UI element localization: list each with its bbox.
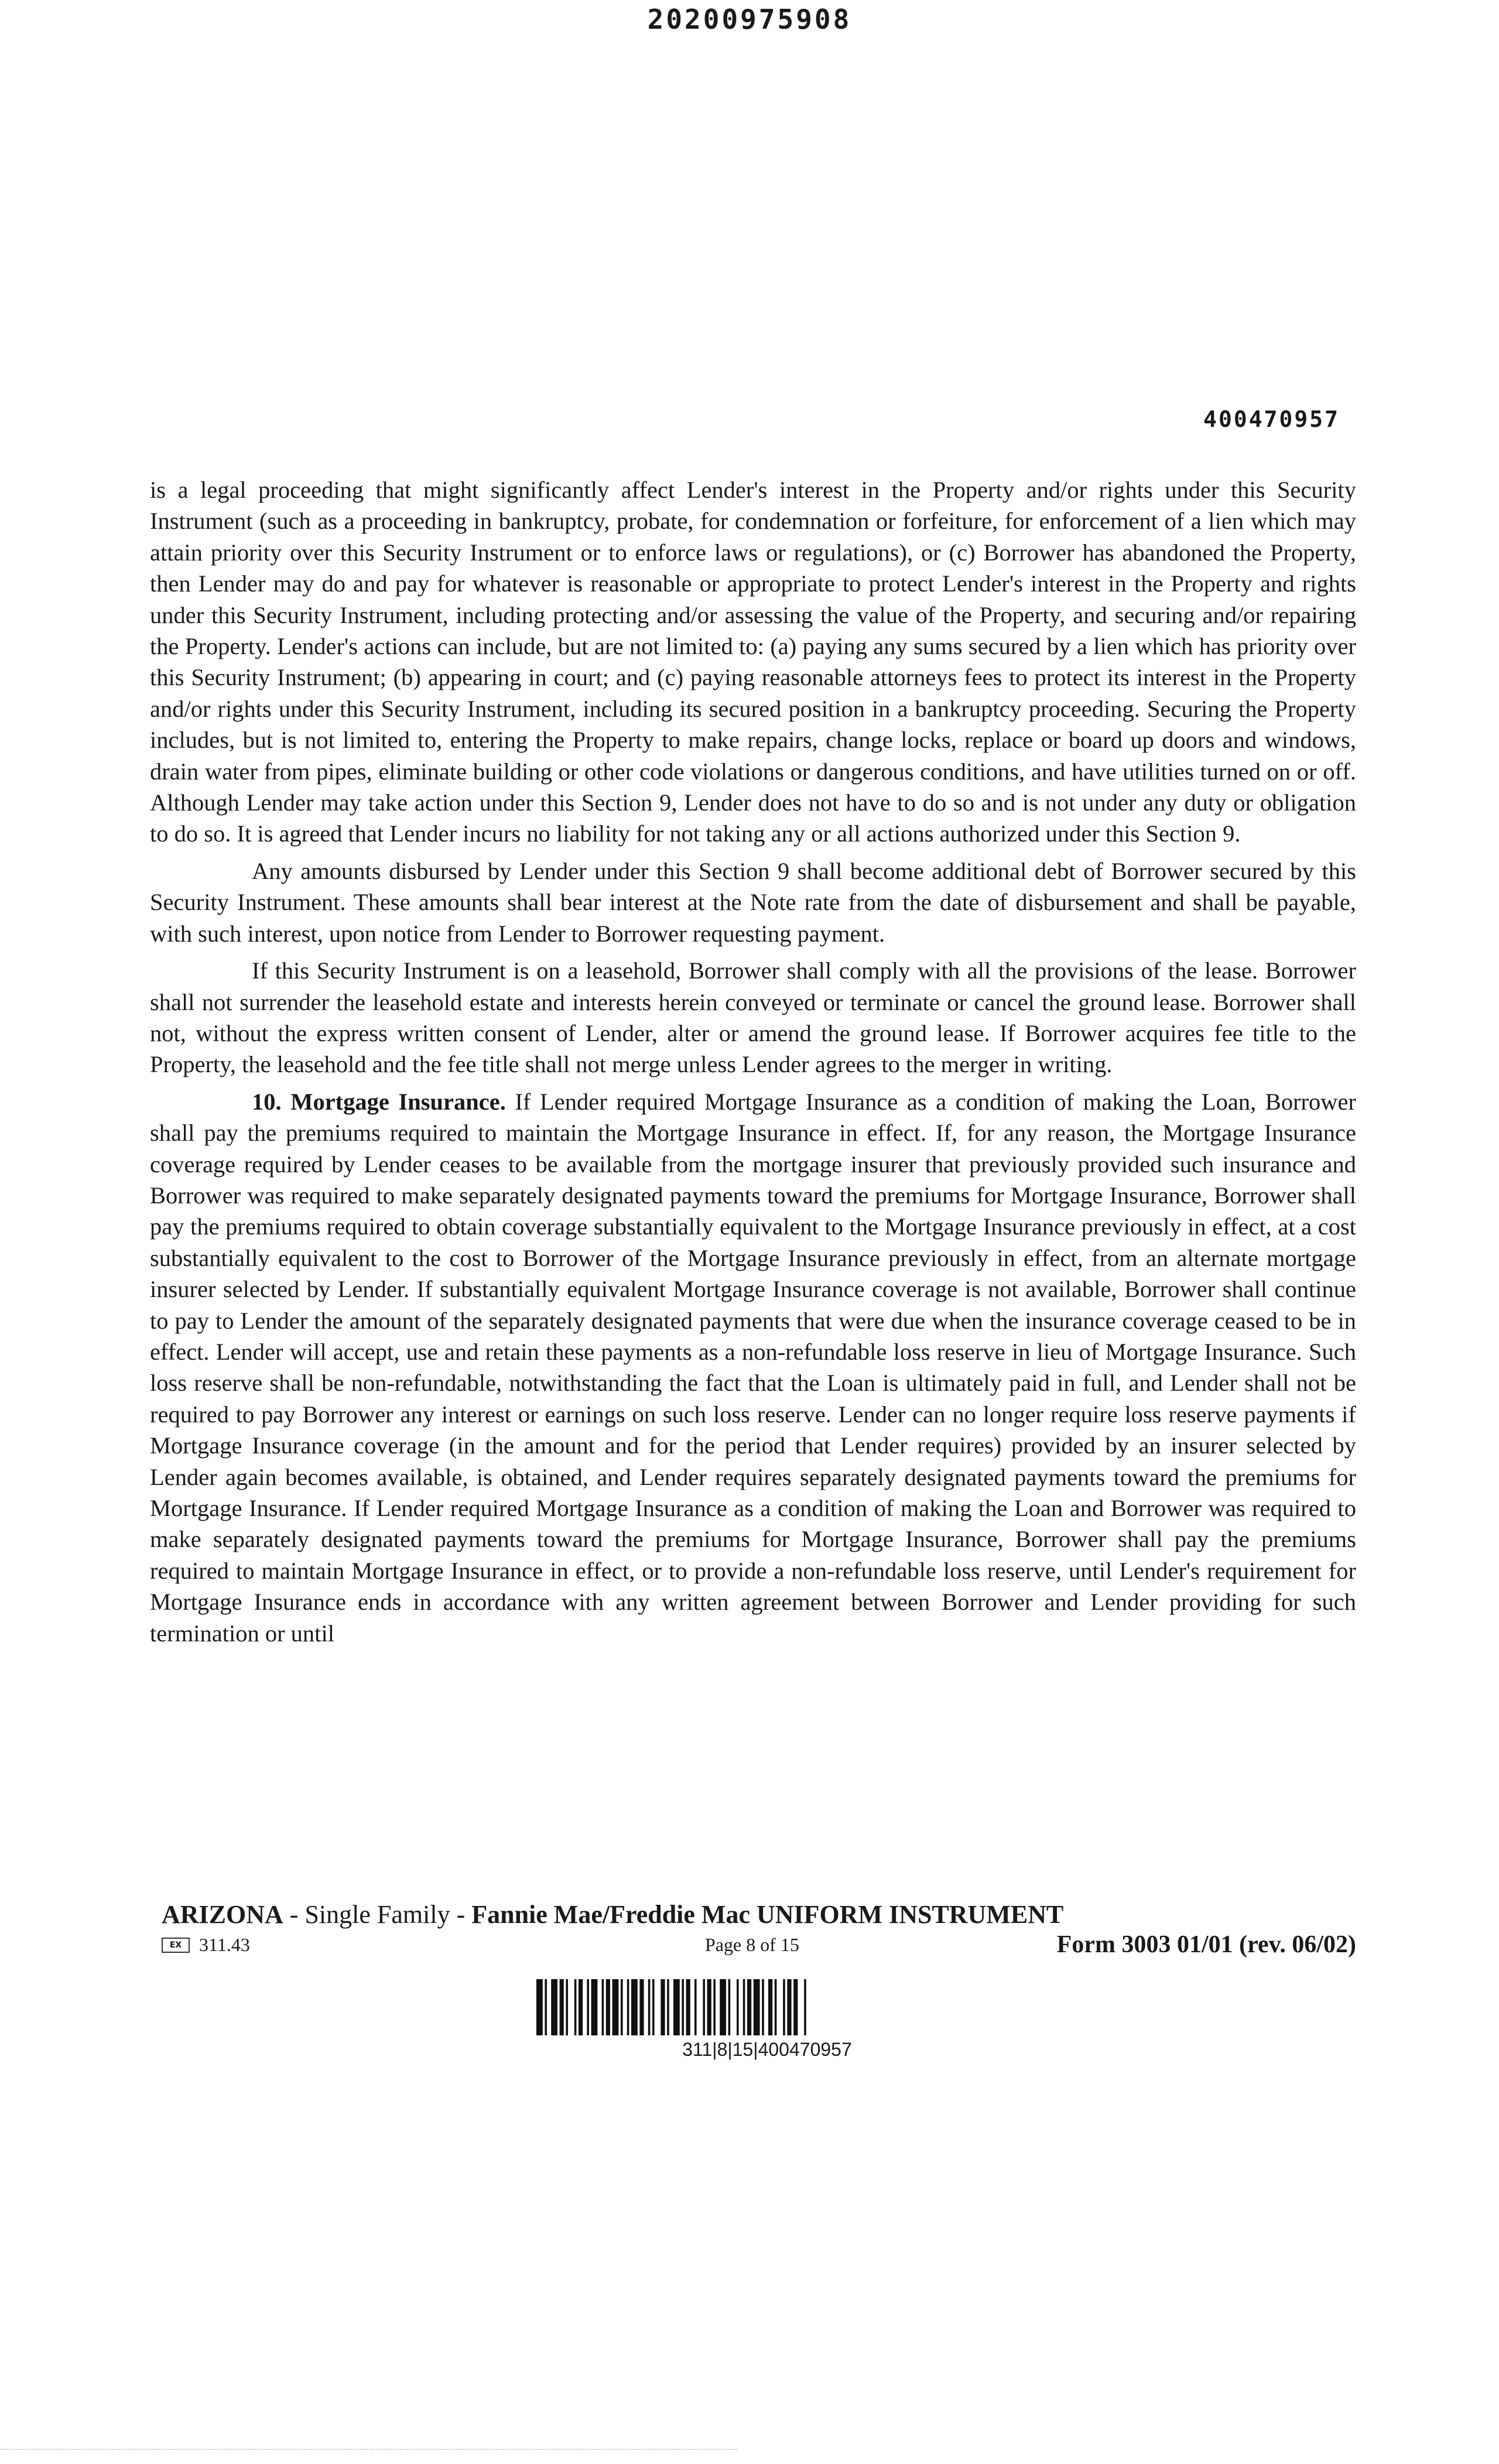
paragraph-mortgage-insurance [150,1086,1356,1649]
page-indicator: Page 8 of 15 [705,1934,799,1955]
form-code-number: 311.43 [199,1934,250,1955]
barcode-bar [551,1979,557,2035]
barcode-bar [743,1979,745,2035]
loan-number: 400470957 [1203,406,1340,432]
barcode-bar [737,1979,739,2035]
barcode-bar [587,1979,589,2035]
barcode-bar [574,1979,577,2035]
barcode [536,1979,998,2035]
section-10-heading: 10. Mortgage Insurance. [252,1088,506,1115]
barcode-bar [621,1979,623,2035]
document-body [150,474,1356,1655]
barcode-bar [804,1979,806,2035]
barcode-bar [713,1979,716,2035]
barcode-bar [579,1979,583,2035]
barcode-bar [754,1979,760,2035]
barcode-bar [728,1979,731,2035]
barcode-bar [694,1979,697,2035]
barcode-bar [545,1979,547,2035]
barcode-bar [660,1979,665,2035]
barcode-bar [667,1979,669,2035]
barcode-bar [612,1979,619,2035]
barcode-text: 311|8|15|400470957 [682,2039,852,2060]
barcode-bar [536,1979,543,2035]
barcode-bar [648,1979,651,2035]
barcode-bar [686,1979,690,2035]
section-10-text: If Lender required Mortgage Insurance as a condition of making the Loan, Borrower shall pay the premiums required to maintain the Mortgage Insurance in effect. If, for any reason, the Mortgage Insurance coverage required by Lender ceases to be available from the mortgage insurer that previously provided such insurance and Borrower was required to make separately designated payments toward the premiums for Mortgage Insurance, Borrower shall pay the premiums required to obtain coverage substantially equivalent to the Mortgage Insurance previously in effect, at a cost substantially equivalent to the cost to Borrower of the Mortgage Insurance previously in effect, from an alternate mortgage insurer selected by Lender. If substantially equivalent Mortgage Insurance coverage is not available, Borrower shall continue to pay to Lender the amount of the separately designated payments that were due when the insurance coverage ceased to be in effect. Lender will accept, use and retain these payments as a non-refundable loss reserve in lieu of Mortgage Insurance. Such loss reserve shall be non-refundable, notwithstanding the fact that the Loan is ultimately paid in full, and Lender shall not be required to pay Borrower any interest or earnings on such loss reserve. Lender can no longer require loss reserve payments if Mortgage Insurance coverage (in the amount and for the period that Lender requires) provided by an insurer selected by Lender again becomes available, is obtained, and Lender requires separately designated payments toward the premiums for Mortgage Insurance. If Lender required Mortgage Insurance as a condition of making the Loan and Borrower was required to make separately designated payments toward the premiums for Mortgage Insurance, Borrower shall pay the premiums required to maintain Mortgage Insurance in effect, or to provide a non-refundable loss reserve, until Lender's requirement for Mortgage Insurance ends in accordance with any written agreement between Borrower and Lender providing for such termination or until [150,1088,1357,1647]
barcode-bar [783,1979,785,2035]
barcode-icon [536,1979,998,2035]
paragraph-section-9-continued: is a legal proceeding that might significantly affect Lender's interest in the Property and/or rights under this Security Instrument (such as a proceeding in bankruptcy, probate, for condemnation or forfeiture, for enforcement of a lien which may attain priority over this Security Instrument or to enforce laws or regulations), or (c) Borrower has abandoned the Property, then Lender may do and pay for whatever is reasonable or appropriate to protect Lender's interest in the Property and rights under this Security Instrument, including protecting and/or assessing the value of the Property, and securing and/or repairing the Property. Lender's actions can include, but are not limited to: (a) paying any sums secured by a lien which has priority over this Security Instrument; (b) appearing in court; and (c) paying reasonable attorneys fees to protect its interest in the Property and/or rights under this Security Instrument, including its secured position in a bankruptcy proceeding. Securing the Property includes, but is not limited to, entering the Property to make repairs, change locks, replace or board up doors and windows, drain water from pipes, eliminate building or other code violations or dangerous conditions, and have utilities turned on or off. Although Lender may take action under this Section 9, Lender does not have to do so and is not under any duty or obligation to do so. It is agreed that Lender incurs no liability for not taking any or all actions authorized under this Section 9. [150,477,1356,847]
barcode-bar [560,1979,564,2035]
scan-artifact-line [0,2449,738,2450]
recording-number: 20200975908 [647,4,852,35]
barcode-bar [720,1979,726,2035]
barcode-bar [673,1979,680,2035]
barcode-bar [682,1979,684,2035]
barcode-bar [606,1979,610,2035]
barcode-bar [703,1979,705,2035]
barcode-bar [793,1979,798,2035]
barcode-bar [775,1979,777,2035]
barcode-bar [631,1979,638,2035]
barcode-bar [762,1979,764,2035]
barcode-bar [747,1979,751,2035]
footer-state: ARIZONA [162,1900,283,1929]
barcode-bar [768,1979,772,2035]
footer-instrument: Fannie Mae/Freddie Mac UNIFORM INSTRUMENT [471,1900,1064,1929]
barcode-bar [639,1979,644,2035]
barcode-bar [591,1979,598,2035]
footer-family: Single Family [304,1900,450,1929]
barcode-bar [566,1979,568,2035]
footer-row [162,1931,1356,1963]
form-footer [162,1900,1356,1963]
barcode-bar [602,1979,604,2035]
barcode-bar [627,1979,629,2035]
form-box-icon: EX [162,1938,190,1953]
footer-title: ARIZONA - Single Family - Fannie Mae/Freddie Mac UNIFORM INSTRUMENT [162,1900,1064,1929]
barcode-bar [652,1979,655,2035]
paragraph-leasehold: If this Security Instrument is on a leasehold, Borrower shall comply with all the provisions of the lease. Borrower shall not surrender the leasehold estate and interests herein conveyed or terminate or cancel the ground lease. Borrower shall not, without the express written consent of Lender, alter or amend the ground lease. If Borrower acquires fee title to the Property, the leasehold and the fee title shall not merge unless Lender agrees to the merger in writing. [150,957,1356,1078]
barcode-bar [707,1979,711,2035]
barcode-bar [787,1979,791,2035]
paragraph-disbursed-amounts: Any amounts disbursed by Lender under this Section 9 shall become additional debt of Borrower secured by this Security Instrument. These amounts shall bear interest at the Note rate from the date of disbursement and shall be payable, with such interest, upon notice from Lender to Borrower requesting payment. [150,857,1356,947]
form-number: Form 3003 01/01 (rev. 06/02) [1056,1931,1356,1958]
form-code [162,1934,250,1956]
